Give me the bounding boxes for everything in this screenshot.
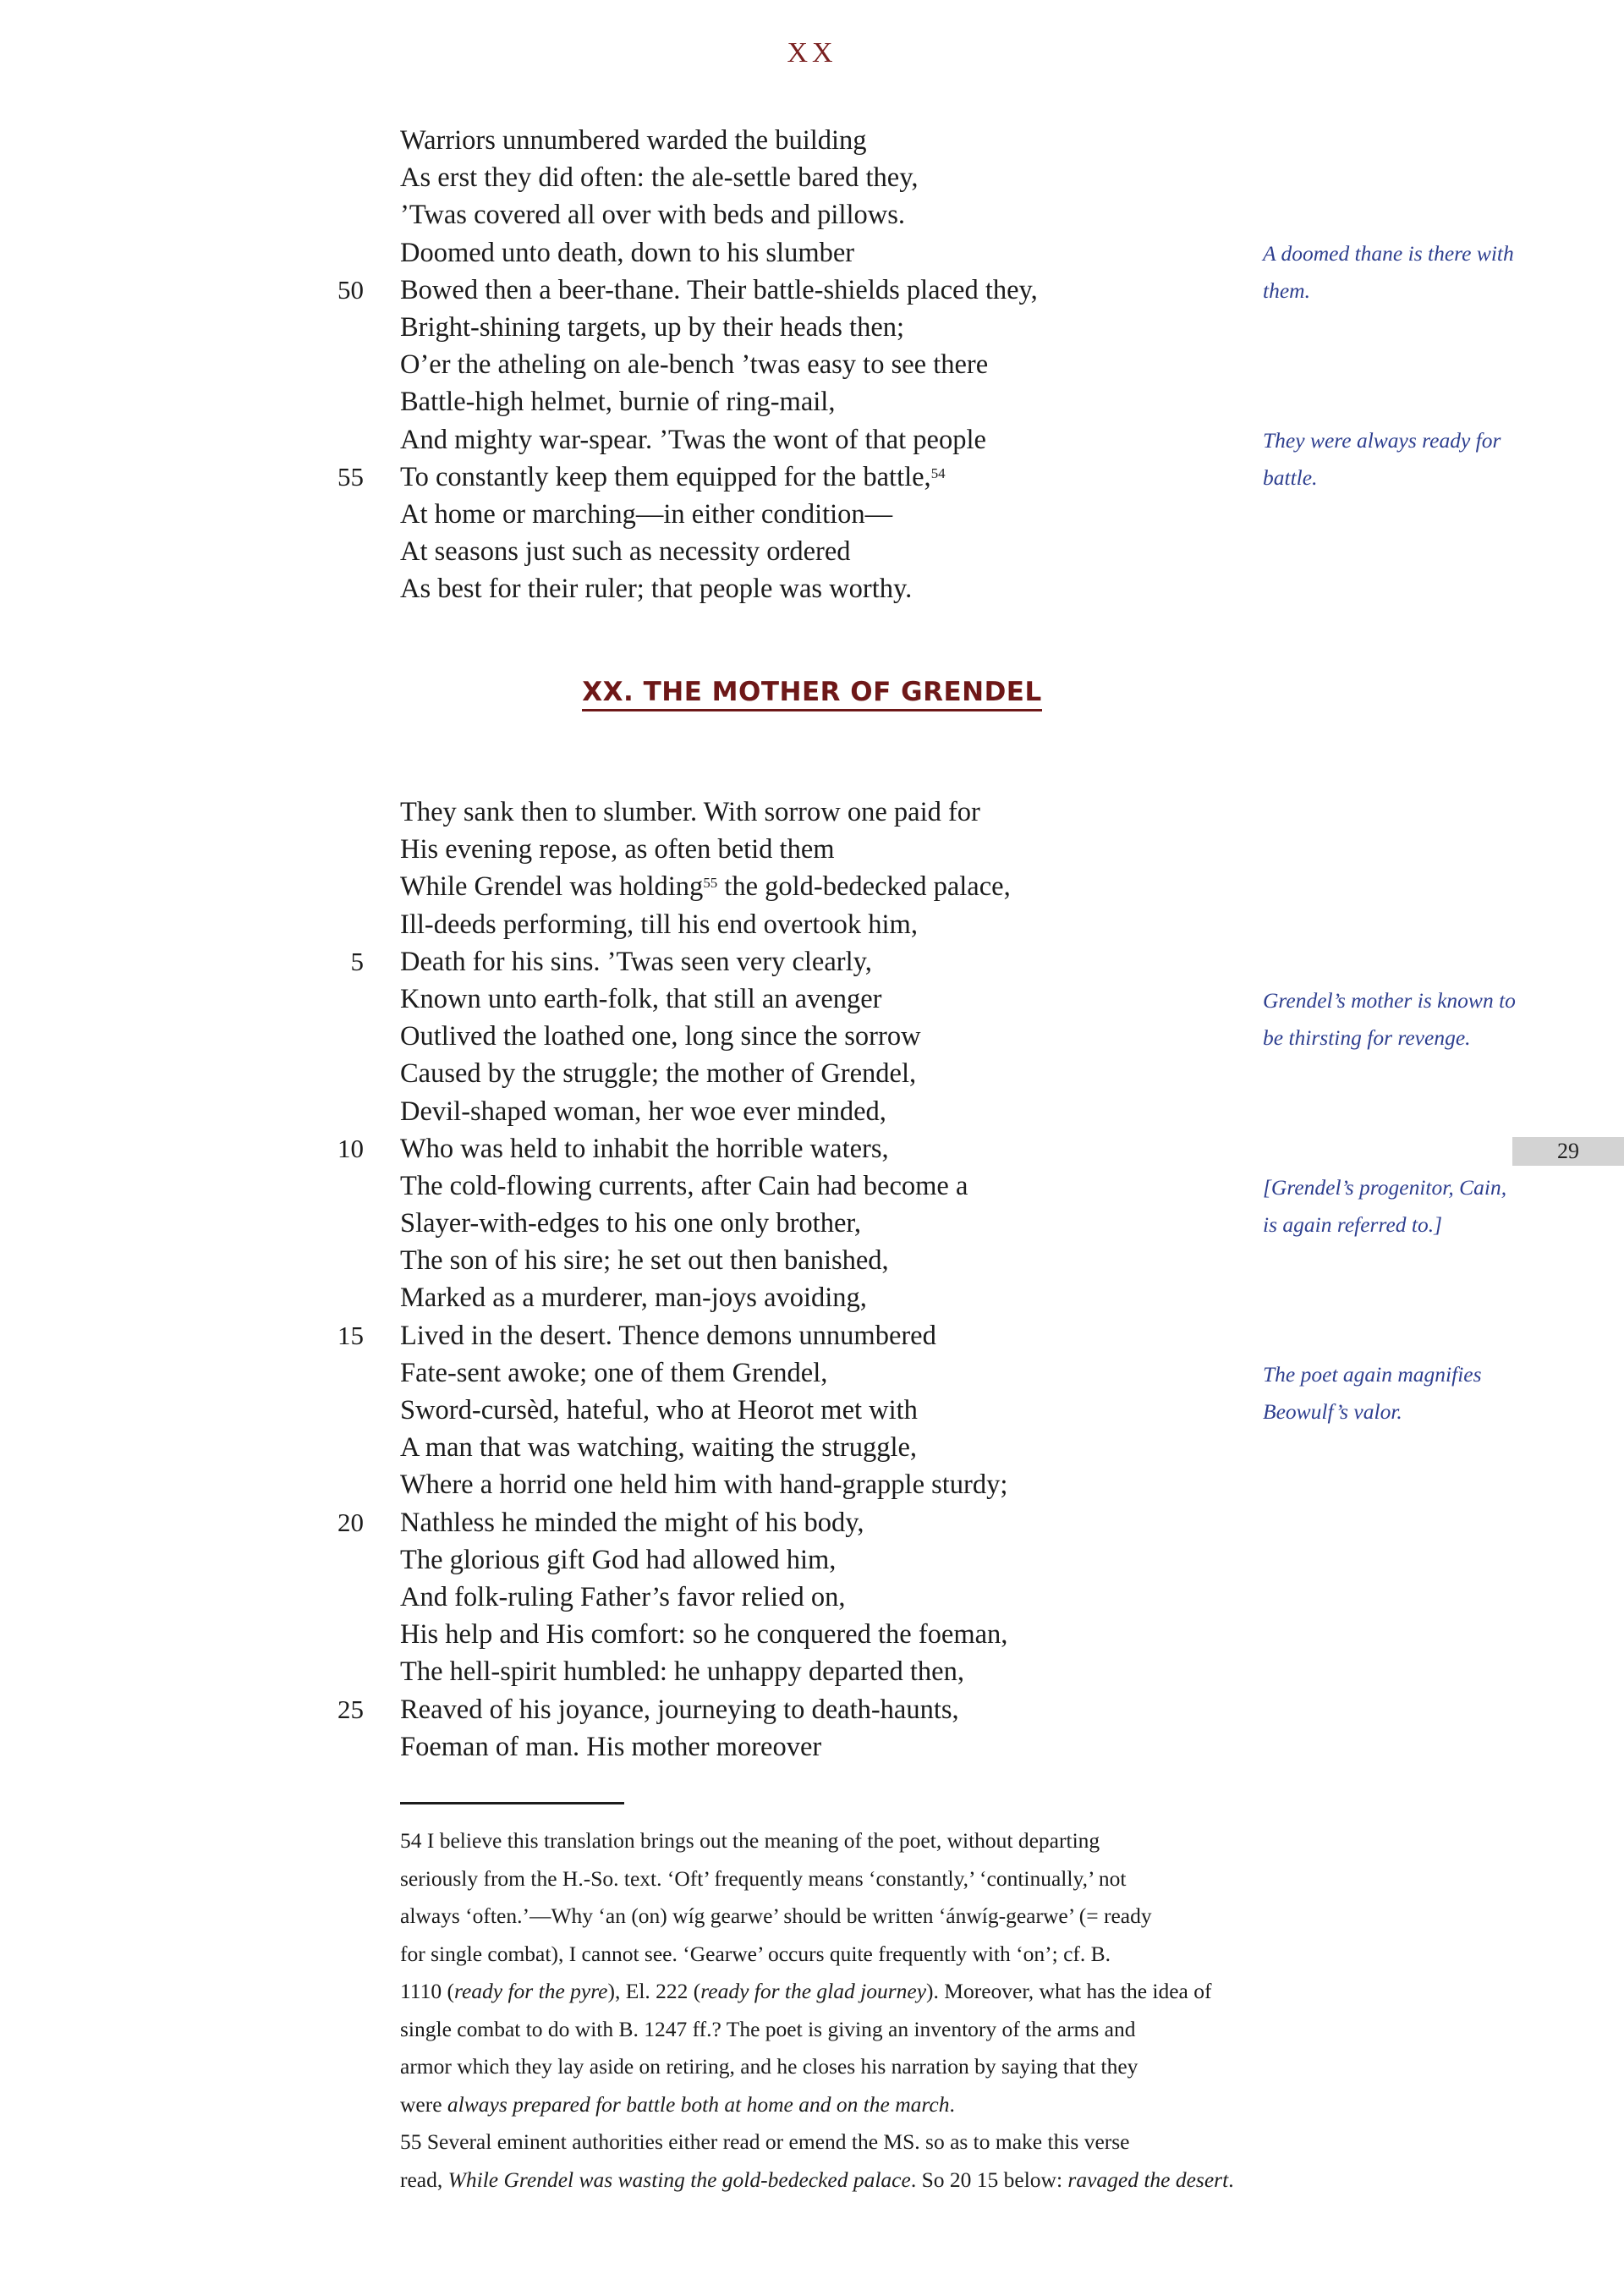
verse-text	[400, 1691, 959, 1728]
verse-text-part: Nathless he minded the might of his body,	[400, 1507, 864, 1538]
verse-text-part: Outlived the loathed one, long since the sorrow	[400, 1021, 921, 1052]
verse-text-part: Doomed unto death, down to his slumber	[400, 237, 855, 268]
side-gloss	[1263, 422, 1542, 497]
verse-text-part: The son of his sire; he set out then banished,	[400, 1245, 889, 1277]
footnote-line	[400, 2048, 1237, 2086]
verse-text	[400, 794, 980, 831]
verse-text	[400, 1728, 821, 1766]
verse-text	[400, 1130, 889, 1167]
gloss-line: is again referred to.]	[1263, 1212, 1443, 1237]
verse-line	[0, 1093, 1624, 1130]
line-number: 50	[337, 274, 364, 305]
verse-text	[400, 459, 946, 496]
gloss-line: They were always ready for	[1263, 428, 1501, 453]
verse-text-part: At home or marching—in either condition—	[400, 498, 893, 530]
footnote-line	[400, 2161, 1237, 2200]
verse-line	[0, 1728, 1624, 1766]
verse-line	[0, 943, 1624, 980]
verse-text	[400, 1466, 1007, 1503]
verse-text-part: As erst they did often: the ale-settle bared they,	[400, 162, 919, 194]
verse-line	[0, 1541, 1624, 1579]
gloss-line: Beowulf’s valor.	[1263, 1399, 1402, 1424]
verse-text-part: The glorious gift God had allowed him,	[400, 1544, 837, 1575]
footnote-text: ). Moreover, what has the idea of	[926, 1979, 1212, 2003]
verse-text-part: Devil-shaped woman, her woe ever minded,	[400, 1096, 886, 1127]
verse-text-part: the gold-bedecked palace,	[717, 871, 1011, 903]
footnote-text: seriously from the H.-So. text. ‘Oft’ frequently means ‘constantly,’ ‘continually,’ not	[400, 1865, 1127, 1891]
verse-text	[400, 122, 867, 159]
verse-line	[0, 383, 1624, 420]
gloss-line: battle.	[1263, 465, 1318, 490]
verse-line	[0, 1317, 1624, 1354]
verse-text-part: Battle-high helmet, burnie of ring-mail,	[400, 387, 836, 418]
verse-line	[0, 1279, 1624, 1316]
footnote-italic: always prepared for battle both at home and on the march	[447, 2091, 950, 2117]
footnote-italic: ready for the glad journey	[700, 1979, 927, 2003]
footnote-text: single combat to do with B. 1247 ff.? The poet is giving an inventory of the arms and	[400, 2016, 1136, 2041]
verse-text-part: At seasons just such as necessity ordered	[400, 536, 851, 568]
gloss-line: be thirsting for revenge.	[1263, 1025, 1471, 1050]
verse-text-part: ’Twas covered all over with beds and pillows.	[400, 200, 906, 231]
verse-text-part: While Grendel was holding	[400, 871, 704, 903]
stanza-1	[0, 122, 1624, 607]
verse-line	[0, 794, 1624, 831]
line-number: 15	[337, 1320, 364, 1350]
verse-text-part: Caused by the struggle; the mother of Grendel,	[400, 1058, 917, 1090]
verse-text	[400, 1429, 917, 1466]
verse-text	[400, 272, 1038, 309]
footnote-line	[400, 2123, 1237, 2161]
verse-text	[400, 159, 918, 196]
footnote-marker: 54	[930, 464, 946, 481]
footnote-text: . So 20 15 below:	[910, 2167, 1068, 2192]
side-gloss	[1263, 1356, 1542, 1431]
verse-line	[0, 1429, 1624, 1466]
verse-line	[0, 1466, 1624, 1503]
footnote	[400, 1822, 1237, 2123]
line-number: 20	[337, 1507, 364, 1537]
side-gloss	[1263, 235, 1542, 310]
footnote-text: always ‘often.’—Why ‘an (on) wíg gearwe’ should be written ‘ánwíg-gearwe’ (= ready	[400, 1903, 1152, 1928]
footnote	[400, 2123, 1237, 2199]
footnote-text: .	[1228, 2167, 1234, 2192]
footnote-line	[400, 1898, 1237, 1936]
verse-text-part: And mighty war-spear. ’Twas the wont of that people	[400, 424, 986, 455]
footnotes	[400, 1822, 1237, 2199]
gloss-line: A doomed thane is there with	[1263, 241, 1514, 266]
footnote-text: 54 I believe this translation brings out the meaning of the poet, without departing	[400, 1828, 1100, 1853]
verse-line	[0, 533, 1624, 570]
gloss-line: Grendel’s mother is known to	[1263, 988, 1516, 1013]
footnote-line	[400, 1860, 1237, 1898]
verse-text-part: His help and His comfort: so he conquered the foeman,	[400, 1619, 1008, 1651]
verse-text-part: As best for their ruler; that people was worthy.	[400, 574, 913, 605]
verse-line	[0, 159, 1624, 196]
gloss-line: them.	[1263, 278, 1310, 303]
verse-text-part: Bright-shining targets, up by their heads then;	[400, 311, 905, 343]
verse-text	[400, 309, 904, 346]
verse-text	[400, 346, 988, 383]
verse-line	[0, 906, 1624, 943]
verse-text	[400, 943, 872, 980]
verse-text-part: Slayer-with-edges to his one only brother,	[400, 1208, 862, 1239]
verse-text-part: The cold-flowing currents, after Cain had become a	[400, 1170, 968, 1201]
footnote-text: 1110 (	[400, 1979, 454, 2003]
verse-text	[400, 1093, 886, 1130]
verse-text	[400, 1354, 827, 1392]
verse-text-part: Reaved of his joyance, journeying to death-haunts,	[400, 1694, 959, 1725]
line-number: 25	[337, 1694, 364, 1724]
footnote-text: .	[949, 2091, 955, 2117]
verse-text	[400, 1018, 921, 1055]
verse-text	[400, 533, 851, 570]
footnote-text: were	[400, 2091, 447, 2117]
verse-text	[400, 570, 912, 607]
verse-text	[400, 906, 918, 943]
verse-text-part: Bowed then a beer-thane. Their battle-shields placed they,	[400, 274, 1038, 305]
verse-text-part: Where a horrid one held him with hand-grapple sturdy;	[400, 1469, 1008, 1501]
verse-text-part: Known unto earth-folk, that still an avenger	[400, 983, 882, 1014]
verse-text	[400, 383, 835, 420]
footnote-text: for single combat), I cannot see. ‘Gearwe’ occurs quite frequently with ‘on’; cf. B.	[400, 1941, 1111, 1966]
stanza-2	[0, 794, 1624, 1766]
verse-line	[0, 1242, 1624, 1279]
verse-line	[0, 1616, 1624, 1653]
verse-text	[400, 234, 854, 272]
verse-text-part: The hell-spirit humbled: he unhappy departed then,	[400, 1656, 964, 1688]
verse-line	[0, 1691, 1624, 1728]
verse-text	[400, 831, 835, 868]
verse-line	[0, 496, 1624, 533]
gloss-line: [Grendel’s progenitor, Cain,	[1263, 1175, 1507, 1200]
footnote-text: armor which they lay aside on retiring, and he closes his narration by saying that they	[400, 2054, 1138, 2079]
verse-text-part: A man that was watching, waiting the struggle,	[400, 1432, 918, 1464]
verse-text	[400, 1392, 918, 1429]
verse-line	[0, 570, 1624, 607]
footnote-italic: While Grendel was wasting the gold-bedecked palace	[447, 2167, 911, 2192]
verse-text	[400, 1205, 861, 1242]
section-title	[0, 677, 1624, 707]
footnote-line	[400, 2011, 1237, 2049]
verse-text	[400, 1279, 867, 1316]
verse-text	[400, 868, 1011, 905]
page-number: 29	[1512, 1137, 1624, 1166]
verse-text	[400, 1653, 964, 1690]
verse-text	[400, 1167, 968, 1205]
verse-line	[0, 309, 1624, 346]
verse-line	[0, 1055, 1624, 1092]
verse-text-part: Marked as a murderer, man-joys avoiding,	[400, 1283, 867, 1314]
footnote-text: read,	[400, 2167, 448, 2192]
verse-text	[400, 1616, 1007, 1653]
verse-text-part: Warriors unnumbered warded the building	[400, 125, 867, 156]
verse-line	[0, 122, 1624, 159]
line-number: 10	[337, 1133, 364, 1163]
footnote-italic: ravaged the desert	[1067, 2167, 1229, 2192]
verse-line	[0, 831, 1624, 868]
footnote-line	[400, 1936, 1237, 1974]
verse-text	[400, 421, 986, 459]
verse-text	[400, 496, 892, 533]
side-gloss	[1263, 1169, 1542, 1244]
verse-line	[0, 1579, 1624, 1616]
verse-text	[400, 1579, 846, 1616]
verse-text-part: They sank then to slumber. With sorrow one paid for	[400, 797, 980, 827]
verse-line	[0, 1130, 1624, 1167]
verse-text-part: Lived in the desert. Thence demons unnumbered	[400, 1320, 936, 1351]
line-number: 5	[350, 946, 364, 976]
verse-text	[400, 1317, 936, 1354]
verse-text	[400, 980, 882, 1018]
verse-text-part: Ill-deeds performing, till his end overtook him,	[400, 909, 918, 940]
verse-text	[400, 1242, 889, 1279]
side-gloss	[1263, 982, 1542, 1057]
footnote-line	[400, 1822, 1237, 1860]
section-title-text: XX. THE MOTHER OF GRENDEL	[582, 677, 1041, 711]
verse-text-part: And folk-ruling Father’s favor relied on,	[400, 1581, 846, 1612]
verse-line	[0, 1504, 1624, 1541]
verse-line	[0, 196, 1624, 233]
verse-text	[400, 1055, 916, 1092]
verse-text-part: O’er the atheling on ale-bench ’twas easy to see there	[400, 349, 989, 381]
line-number: 55	[337, 461, 364, 492]
verse-text-part: Death for his sins. ’Twas seen very clearly,	[400, 946, 872, 977]
footnote-text: 55 Several eminent authorities either read or emend the MS. so as to make this verse	[400, 2129, 1130, 2154]
verse-line	[0, 868, 1624, 905]
verse-text	[400, 1504, 864, 1541]
footnote-rule	[400, 1802, 624, 1804]
verse-text-part: To constantly keep them equipped for the battle,	[400, 461, 931, 492]
verse-line	[0, 1653, 1624, 1690]
verse-text-part: Sword-cursèd, hateful, who at Heorot met with	[400, 1395, 918, 1425]
verse-text-part: His evening repose, as often betid them	[400, 834, 835, 865]
verse-line	[0, 346, 1624, 383]
footnote-italic: ready for the pyre	[453, 1979, 608, 2003]
verse-text-part: Who was held to inhabit the horrible waters,	[400, 1133, 889, 1164]
verse-text	[400, 1541, 836, 1579]
footnote-text: ), El. 222 (	[607, 1979, 701, 2003]
footnote-line	[400, 1973, 1237, 2011]
footnote-marker: 55	[703, 875, 718, 892]
verse-text	[400, 196, 905, 233]
running-head: XX	[787, 37, 837, 69]
verse-text-part: Foeman of man. His mother moreover	[400, 1731, 822, 1762]
verse-text-part: Fate-sent awoke; one of them Grendel,	[400, 1357, 828, 1388]
footnote-line	[400, 2086, 1237, 2124]
gloss-line: The poet again magnifies	[1263, 1362, 1482, 1387]
